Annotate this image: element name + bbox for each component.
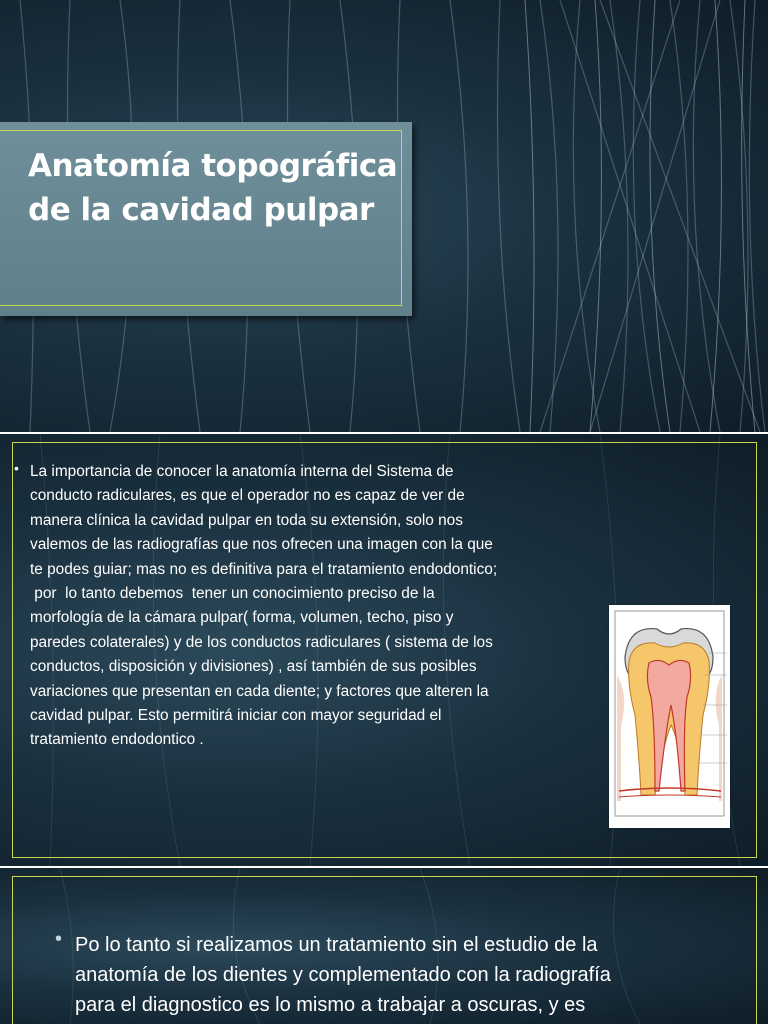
slide-2 [0,434,768,866]
paragraph-line: morfología de la cámara pulpar( forma, volumen, techo, piso y [30,609,454,627]
paragraph-line: manera clínica la cavidad pulpar en toda su extensión, solo nos [30,511,463,529]
tooth-image [609,605,730,828]
paragraph-line: conductos, disposición y divisiones) , así también de sus posibles [30,658,477,676]
paragraph-line: valemos de las radiografías que nos ofrecen una imagen con la que [30,536,493,554]
slide-3 [0,868,768,1024]
slide-title [28,144,398,232]
paragraph-line: anatomía de los dientes y complementado con la radiografía [75,964,611,986]
paragraph-line: Po lo tanto si realizamos un tratamiento sin el estudio de la [75,934,598,956]
tooth-cross-section-icon [609,605,730,828]
paragraph-line: para el diagnostico es lo mismo a trabajar a oscuras, y es [75,994,586,1016]
paragraph-line: por lo tanto debemos tener un conocimiento preciso de la [30,585,435,603]
bullet: • [14,460,19,476]
paragraph-line: variaciones que presentan en cada diente; y factores que alteren la [30,682,489,700]
paragraph-line: te podes guiar; mas no es definitiva para el tratamiento endodontico; [30,560,498,578]
body-paragraph [30,460,600,753]
slide-1 [0,0,768,432]
paragraph-line: paredes colaterales) y de los conductos radiculares ( sistema de los [30,633,493,651]
paragraph-line: tratamiento endodontico . [30,731,204,749]
paragraph-line: cavidad pulpar. Esto permitirá iniciar con mayor seguridad el [30,707,442,725]
paragraph-line: La importancia de conocer la anatomía interna del Sistema de [30,463,454,480]
title-line-1: Anatomía topográfica [28,148,398,184]
bullet: • [55,928,63,950]
paragraph-line: conducto radiculares, es que el operador no es capaz de ver de [30,487,465,505]
title-line-2: de la cavidad pulpar [28,192,374,228]
body-paragraph [75,930,715,1020]
